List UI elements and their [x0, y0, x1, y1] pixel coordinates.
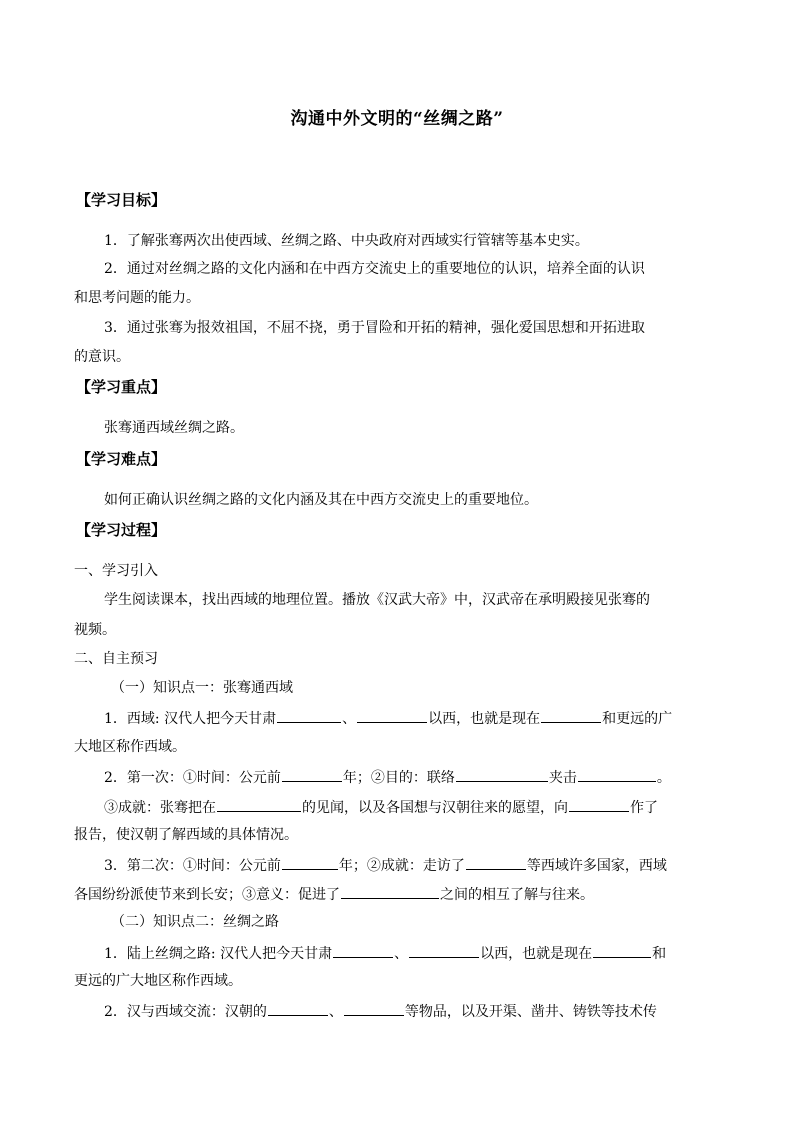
- k1-question-1-line-1: [104, 707, 672, 729]
- answer-blank[interactable]: [341, 883, 439, 899]
- text-segment: 等物品，以及开渠、凿井、铸铁等技术传: [404, 1004, 657, 1020]
- k1-question-3-line-2: [74, 883, 594, 905]
- focus-heading: 【学习重点】: [76, 378, 167, 396]
- answer-blank[interactable]: [357, 707, 427, 723]
- text-segment: 年；②成就：走访了: [338, 858, 465, 874]
- answer-blank[interactable]: [277, 707, 341, 723]
- text-segment: 之间的相互了解与往来。: [440, 887, 594, 903]
- text-segment: 以西，也就是现在: [428, 711, 541, 727]
- k1-question-2-line-2: [104, 796, 658, 818]
- answer-blank[interactable]: [409, 942, 479, 958]
- intro-text-line-2: 视频。: [74, 622, 116, 638]
- k1-question-2-line-1: [104, 766, 671, 788]
- goal-item-3-line-2: 的意识。: [74, 349, 130, 365]
- text-segment: 3．第二次：①时间：公元前: [104, 858, 281, 874]
- difficulty-heading: 【学习难点】: [76, 450, 167, 468]
- process-heading: 【学习过程】: [76, 521, 167, 539]
- goal-item-2-line-1: 2．通过对丝绸之路的文化内涵和在中西方交流史上的重要地位的认识，培养全面的认识: [104, 261, 645, 277]
- answer-blank[interactable]: [569, 796, 629, 812]
- preview-title: 二、自主预习: [74, 651, 158, 667]
- k1-question-3-line-1: [104, 854, 667, 876]
- answer-blank[interactable]: [217, 796, 301, 812]
- k1-question-2-line-3: 报告，使汉朝了解西域的具体情况。: [74, 827, 298, 843]
- goal-item-2-line-2: 和思考问题的能力。: [74, 290, 200, 306]
- document-title: 沟通中外文明的“丝绸之路”: [290, 109, 504, 129]
- answer-blank[interactable]: [344, 1000, 404, 1016]
- k2-question-1-line-1: [104, 942, 666, 964]
- text-segment: 。: [656, 770, 671, 786]
- k2-question-2-line-1: [104, 1000, 657, 1022]
- answer-blank[interactable]: [333, 942, 393, 958]
- answer-blank[interactable]: [282, 854, 338, 870]
- text-segment: 以西，也就是现在: [480, 946, 593, 962]
- text-segment: 各国纷纷派使节来到长安；③意义：促进了: [74, 887, 340, 903]
- text-segment: 1．陆上丝绸之路: 汉代人把今天甘肃: [104, 946, 333, 962]
- answer-blank[interactable]: [456, 766, 548, 782]
- text-segment: 、: [328, 1004, 343, 1020]
- text-segment: 2．汉与西域交流：汉朝的: [104, 1004, 267, 1020]
- answer-blank[interactable]: [578, 766, 656, 782]
- answer-blank[interactable]: [541, 707, 601, 723]
- text-segment: 、: [342, 711, 357, 727]
- text-segment: 等西域许多国家，西域: [526, 858, 667, 874]
- answer-blank[interactable]: [282, 766, 342, 782]
- knowledge-1-title: （一）知识点一：张骞通西域: [111, 680, 293, 696]
- intro-text-line-1: 学生阅读课本，找出西域的地理位置。播放《汉武大帝》中，汉武帝在承明殿接见张骞的: [104, 592, 650, 608]
- text-segment: ③成就：张骞把在: [104, 800, 216, 816]
- answer-blank[interactable]: [268, 1000, 328, 1016]
- goal-item-1: 1．了解张骞两次出使西域、丝绸之路、中央政府对西域实行管辖等基本史实。: [104, 233, 589, 249]
- text-segment: 的见闻，以及各国想与汉朝往来的愿望，向: [302, 800, 568, 816]
- answer-blank[interactable]: [593, 942, 651, 958]
- text-segment: 年；②目的：联络: [342, 770, 455, 786]
- text-segment: 夹击: [548, 770, 577, 786]
- intro-title: 一、学习引入: [74, 563, 158, 579]
- text-segment: 、: [394, 946, 409, 962]
- knowledge-2-title: （二）知识点二：丝绸之路: [111, 914, 279, 930]
- goal-item-3-line-1: 3．通过张骞为报效祖国，不屈不挠，勇于冒险和开拓的精神，强化爱国思想和开拓进取: [104, 320, 645, 336]
- text-segment: 1．西域: 汉代人把今天甘肃: [104, 711, 277, 727]
- difficulty-text: 如何正确认识丝绸之路的文化内涵及其在中西方交流史上的重要地位。: [104, 492, 538, 508]
- text-segment: 作了: [630, 800, 658, 816]
- goals-heading: 【学习目标】: [76, 191, 167, 209]
- text-segment: 和更远的广: [602, 711, 673, 727]
- k1-question-1-line-2: 大地区称作西域。: [74, 739, 186, 755]
- k2-question-1-line-2: 更远的广大地区称作西域。: [74, 973, 242, 989]
- focus-text: 张骞通西域丝绸之路。: [104, 420, 244, 436]
- text-segment: 和: [652, 946, 667, 962]
- text-segment: 2．第一次：①时间：公元前: [104, 770, 281, 786]
- answer-blank[interactable]: [466, 854, 526, 870]
